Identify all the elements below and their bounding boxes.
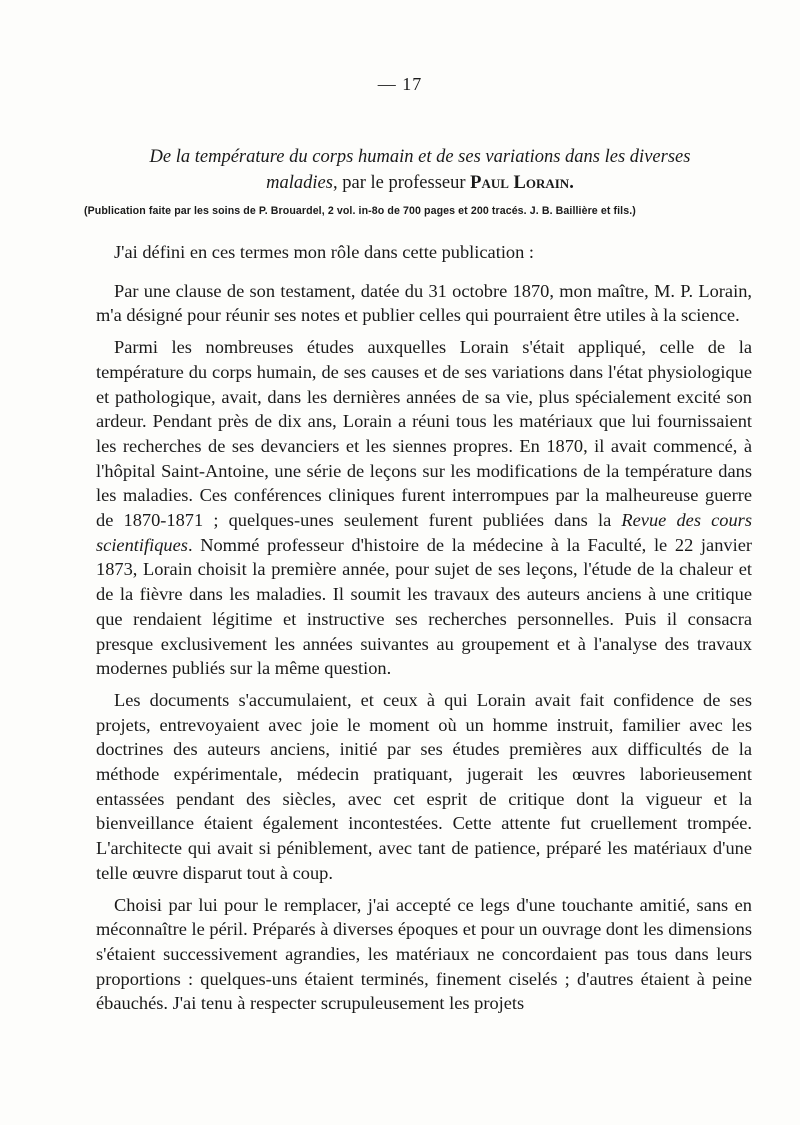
title-italic-line-1: De la température du corps humain et de ses variations dans les diverses xyxy=(149,147,691,167)
paragraph-studies-part-1: Parmi les nombreuses études auxquelles Lorain s'était appliqué, celle de la température du corps humain, de ses causes et de ses variations dans l'état physiologique et pathologique, avait, dans les dernières années de sa vie, plus spécialement excité son ardeur. Pendant près de dix ans, Lorain a réuni tous les matériaux que lui fournissaient les recherches de ses devanciers et les siennes propres. En 1870, il avait commencé, à l'hôpital Saint-Antoine, une série de leçons sur les modifications de la température dans les maladies. Ces conférences cliniques furent interrompues par la malheureuse guerre de 1870-1871 ; quelques-unes seulement furent publiées dans la xyxy=(96,337,752,531)
journal-title: Revue des cours scientifiques xyxy=(96,510,752,555)
paragraph-documents: Les documents s'accumulaient, et ceux à qui Lorain avait fait confidence de ses projets, entrevoyaient avec joie le moment où un homme instruit, familier avec les doctrines des auteurs anciens, initié par ses études premières aux difficultés de la méthode expérimentale, médecin pratiquant, jugerait les œuvres laborieusement entassées pendant des siècles, avec cet esprit de critique dont la vigueur et la bienveillance étaient également incontestées. Cette attente fut cruellement trompée. L'architecte qui avait si péniblement, avec tant de patience, préparé les matériaux d'une telle œuvre disparut tout à coup. xyxy=(96,689,752,883)
paragraph-intro: J'ai défini en ces termes mon rôle dans cette publication : xyxy=(114,242,535,262)
paragraph-studies-part-2: . Nommé professeur d'histoire de la médecine à la Faculté, le 22 janvier 1873, Lorain choisit la première année, pour sujet de ses leçons, l'étude de la chaleur et de la fièvre dans les maladies. Il soumit les travaux des auteurs anciens à une critique que rendaient légitime et instructive ses recherches personnelles. Puis il consacra presque exclusivement les années suivantes au groupement et à l'analyse des travaux modernes publiés sur la même question. xyxy=(96,534,752,679)
title-connector: , par le professeur xyxy=(332,173,471,193)
paragraph-choice: Choisi par lui pour le remplacer, j'ai accepté ce legs d'une touchante amitié, sans en méconnaître le péril. Préparés à diverses époques et pour un ouvrage dont les dimensions s'étaient successivement agrandies, les matériaux ne concordaient pas tous dans leurs proportions : quelques-uns étaient terminés, finement ciselés ; d'autres étaient à peine ébauchés. J'ai tenu à respecter scrupuleusement les projets xyxy=(96,894,752,1014)
publication-note: (Publication faite par les soins de P. Brouardel, 2 vol. in-8o de 700 pages et 200 tracés. J. B. Baillière et fils.) xyxy=(84,205,636,217)
body-text xyxy=(96,240,752,1023)
page-number: — 17 xyxy=(377,74,423,94)
paragraph-testament: Par une clause de son testament, datée du 31 octobre 1870, mon maître, M. P. Lorain, m'a désigné pour réunir ses notes et publier celles qui pourraient être utiles à la science. xyxy=(96,280,752,326)
paragraph-studies xyxy=(96,335,752,681)
title-italic-maladies: maladies xyxy=(266,173,333,193)
article-title xyxy=(100,144,740,196)
title-author: Paul Lorain. xyxy=(470,173,574,193)
